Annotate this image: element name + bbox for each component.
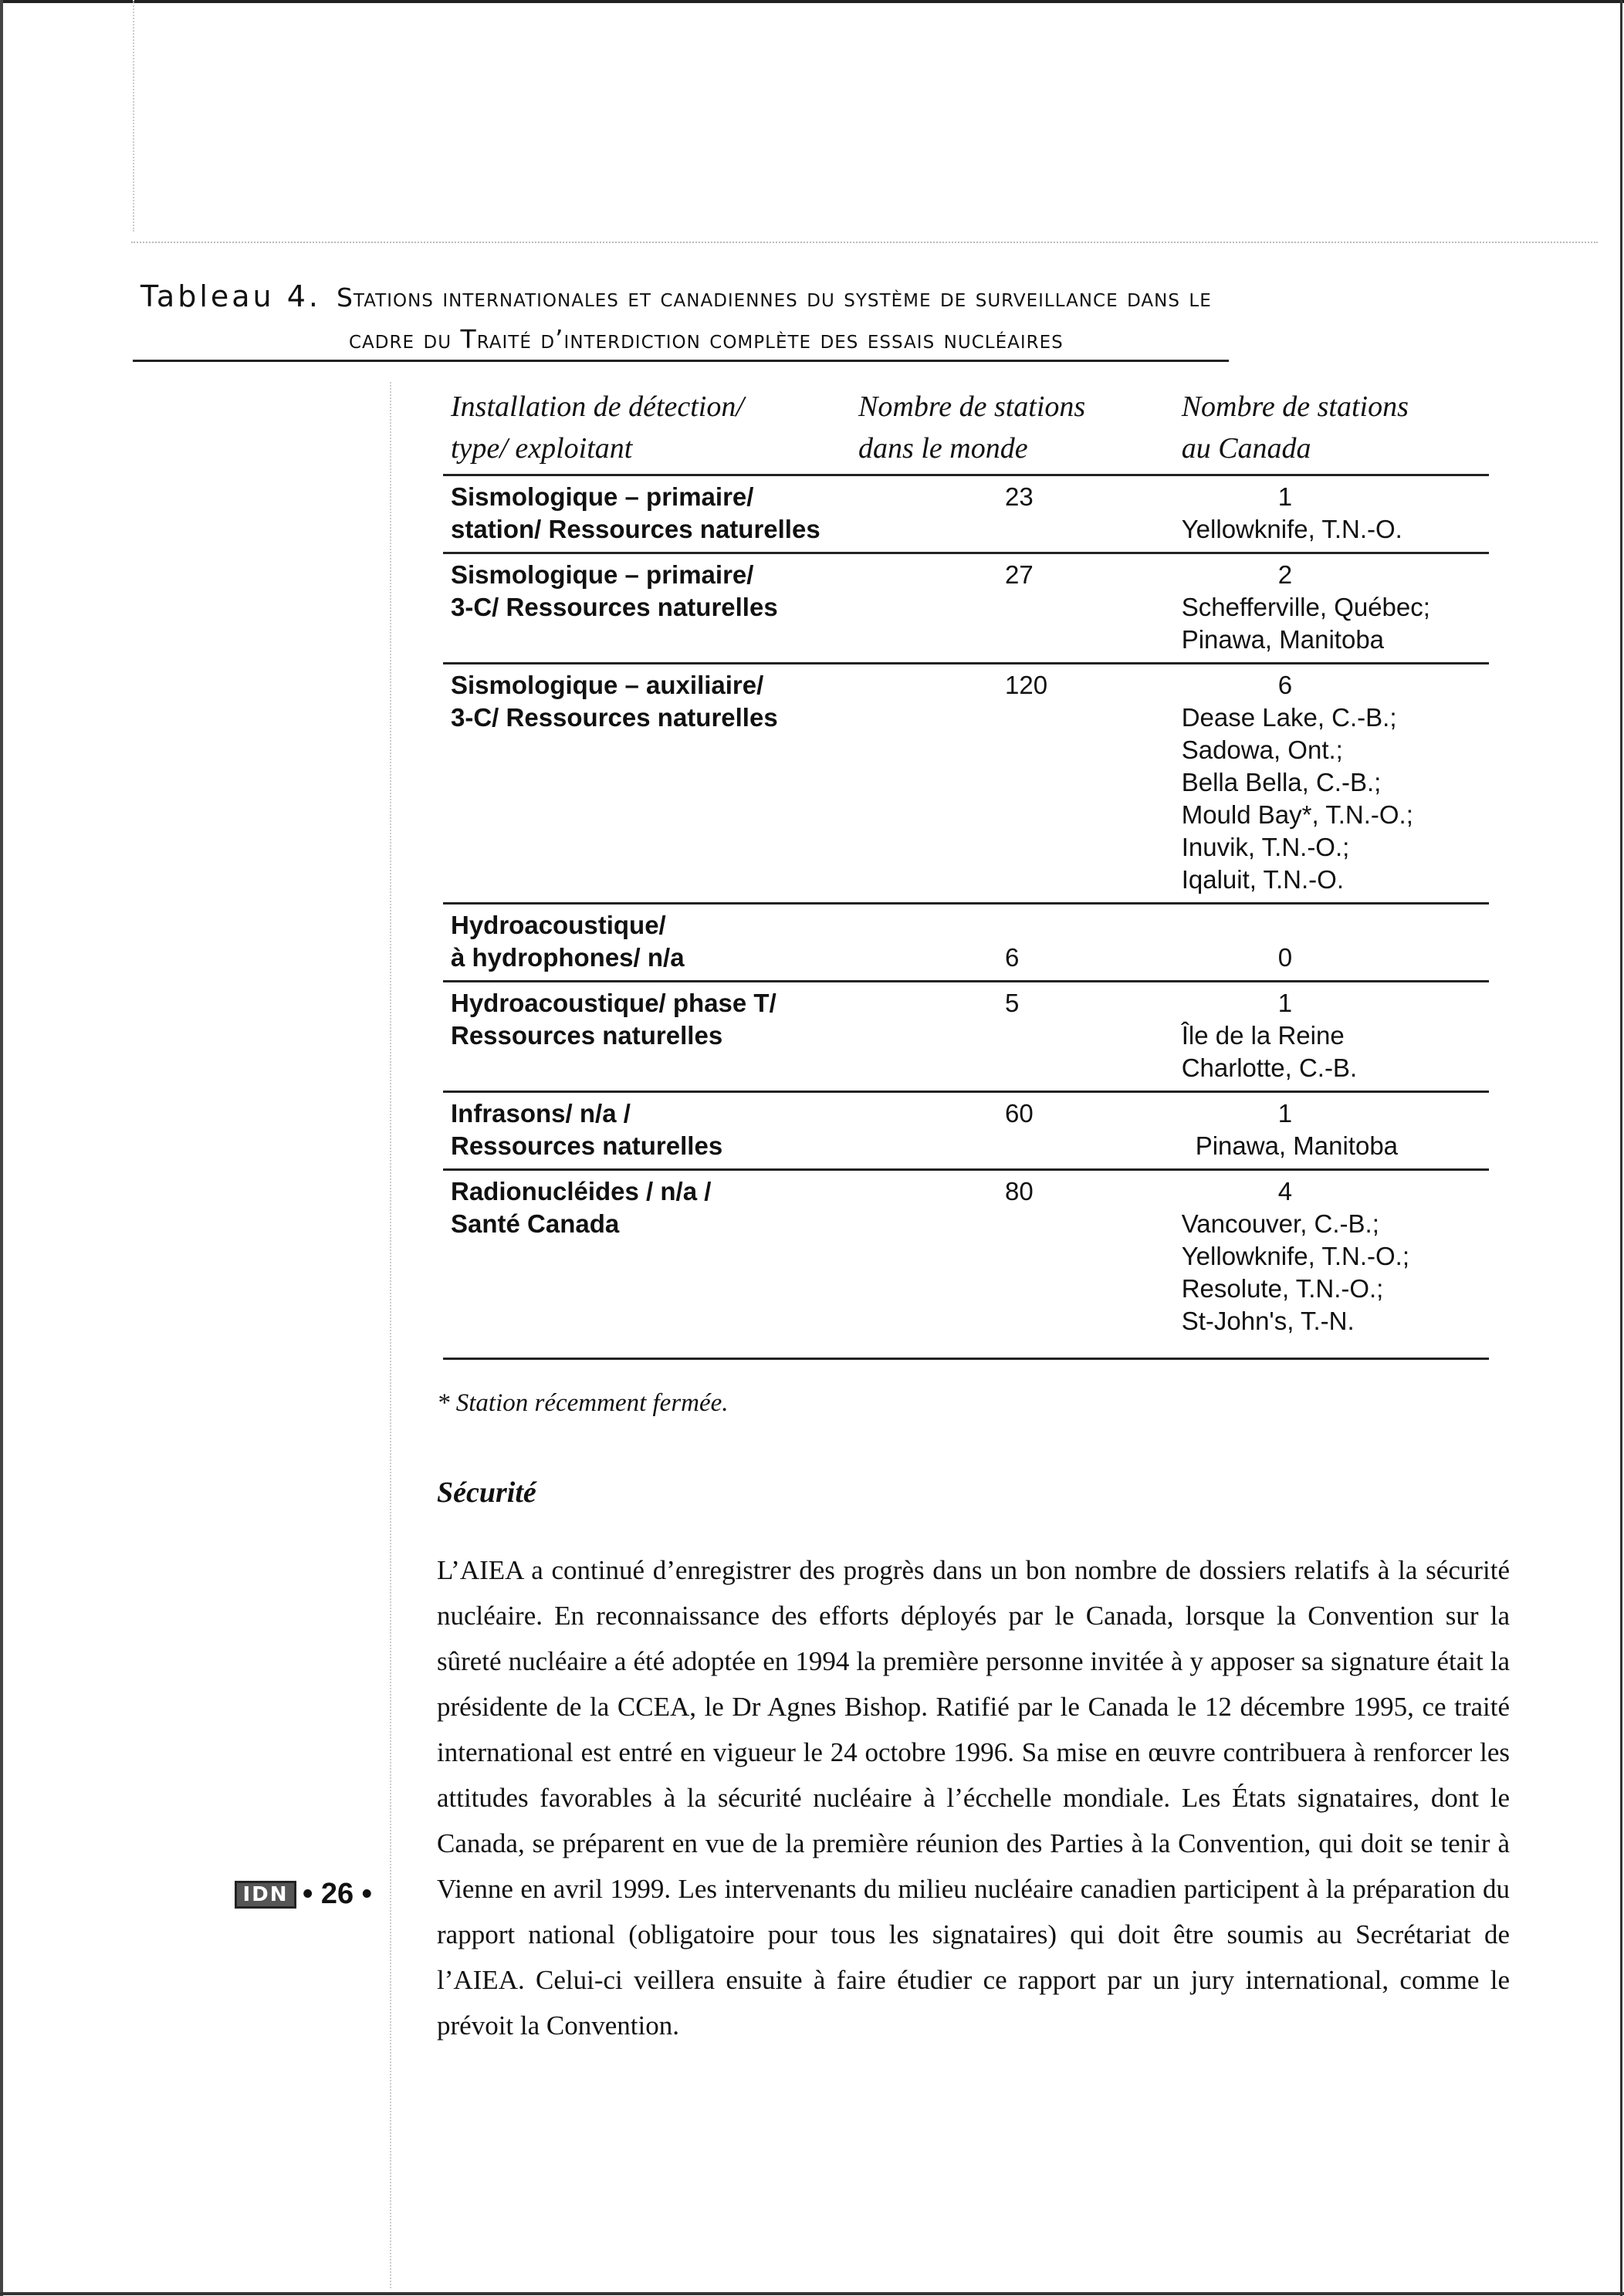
row-canada-count: 1 bbox=[1277, 1099, 1293, 1128]
stations-table bbox=[443, 386, 1489, 1360]
row-canada-count: 6 bbox=[1277, 671, 1293, 699]
row-world-count: 60 bbox=[851, 1092, 1174, 1170]
table-caption-line2: cadre du Traité d’interdiction complète des essais nucléaires bbox=[349, 324, 1064, 354]
row-canada-location: Iqaluit, T.N.-O. bbox=[1181, 865, 1344, 894]
page-border-right bbox=[1620, 0, 1622, 2296]
row-installation: Sismologique – primaire/ station/ Ressources naturelles bbox=[443, 475, 851, 553]
row-world-count: 5 bbox=[851, 982, 1174, 1092]
row-installation: Sismologique – auxiliaire/ 3-C/ Ressources naturelles bbox=[443, 664, 851, 904]
row-canada bbox=[1174, 1092, 1489, 1170]
row-canada-location: Vancouver, C.-B.; bbox=[1181, 1209, 1379, 1238]
margin-dotted-rule-top bbox=[133, 0, 134, 232]
row-world-count: 6 bbox=[851, 904, 1174, 982]
table-footnote: * Station récemment fermée. bbox=[437, 1389, 729, 1417]
row-canada-location: Inuvik, T.N.-O.; bbox=[1181, 833, 1350, 861]
table-caption-line1: Stations internationales et canadiennes du système de surveillance dans le bbox=[336, 282, 1212, 313]
table-row bbox=[443, 664, 1489, 904]
table-row bbox=[443, 475, 1489, 553]
row-canada bbox=[1174, 553, 1489, 664]
table-row bbox=[443, 904, 1489, 982]
row-canada bbox=[1174, 1170, 1489, 1359]
row-canada-location: Bella Bella, C.-B.; bbox=[1181, 768, 1382, 796]
row-world-count: 80 bbox=[851, 1170, 1174, 1359]
table-caption bbox=[140, 279, 1468, 354]
row-world-count: 27 bbox=[851, 553, 1174, 664]
row-canada-location: St-John's, T.-N. bbox=[1181, 1307, 1355, 1335]
row-installation: Sismologique – primaire/ 3-C/ Ressources naturelles bbox=[443, 553, 851, 664]
row-canada bbox=[1174, 664, 1489, 904]
row-canada bbox=[1174, 475, 1489, 553]
publication-logo: IDN bbox=[235, 1881, 296, 1909]
row-canada bbox=[1174, 904, 1489, 982]
table-row bbox=[443, 982, 1489, 1092]
body-paragraph: L’AIEA a continué d’enregistrer des progrès dans un bon nombre de dossiers relatifs à la sécurité nucléaire. En reconnaissance des efforts déployés par le Canada, lorsque la Convention sur la sûreté nucléaire a été adoptée en 1994 la première personne invitée à y apposer sa signature était la présidente de la CCEA, le Dr Agnes Bishop. Ratifié par le Canada le 12 décembre 1995, ce traité international est entré en vigueur le 24 octobre 1996. Sa mise en œuvre contribuera à renforcer les attitudes favorables à la sécurité nucléaire à l’écchelle mondiale. Les États signataires, dont le Canada, se préparent en vue de la première réunion des Parties à la Convention, qui doit se tenir à Vienne en avril 1999. Les intervenants du milieu nucléaire canadien participent à la préparation du rapport national (obligatoire pour tous les signataires) qui doit être soumis au Secrétariat de l’AIEA. Celui-ci veillera ensuite à faire étudier ce rapport par un jury international, comme le prévoit la Convention. bbox=[437, 1555, 1510, 2041]
row-canada-location: Dease Lake, C.-B.; bbox=[1181, 703, 1397, 732]
page-border-top bbox=[0, 0, 1624, 3]
row-canada-location: Yellowknife, T.N.-O. bbox=[1181, 515, 1402, 543]
row-canada-count: 1 bbox=[1277, 989, 1293, 1017]
row-installation: Radionucléides / n/a / Santé Canada bbox=[443, 1170, 851, 1359]
row-world-count: 120 bbox=[851, 664, 1174, 904]
row-canada-count: 4 bbox=[1277, 1177, 1293, 1205]
table-row bbox=[443, 1092, 1489, 1170]
row-canada-location: Charlotte, C.-B. bbox=[1181, 1053, 1358, 1082]
page-border-bottom bbox=[0, 2292, 1624, 2295]
row-canada-location: Île de la Reine bbox=[1181, 1021, 1345, 1050]
row-installation: Hydroacoustique/ à hydrophones/ n/a bbox=[443, 904, 851, 982]
row-canada-location: Schefferville, Québec; bbox=[1181, 593, 1430, 621]
row-canada bbox=[1174, 982, 1489, 1092]
row-canada-count: 2 bbox=[1277, 560, 1293, 589]
row-canada-location: Mould Bay*, T.N.-O.; bbox=[1181, 800, 1413, 829]
row-world-count: 23 bbox=[851, 475, 1174, 553]
table-header-row bbox=[443, 386, 1489, 475]
header-world: Nombre de stations dans le monde bbox=[851, 386, 1174, 475]
row-canada-count: 1 bbox=[1277, 482, 1293, 511]
row-installation: Hydroacoustique/ phase T/ Ressources naturelles bbox=[443, 982, 851, 1092]
row-canada-count: 0 bbox=[1277, 943, 1293, 972]
table-caption-label: Tableau 4. bbox=[140, 279, 321, 313]
section-title: Sécurité bbox=[437, 1476, 536, 1509]
table-row bbox=[443, 553, 1489, 664]
row-canada-location: Pinawa, Manitoba bbox=[1195, 1131, 1399, 1160]
row-installation: Infrasons/ n/a / Ressources naturelles bbox=[443, 1092, 851, 1170]
row-canada-location: Yellowknife, T.N.-O.; bbox=[1181, 1242, 1409, 1270]
margin-dotted-rule bbox=[390, 382, 391, 2288]
page-number: • 26 • bbox=[303, 1878, 372, 1910]
table-row bbox=[443, 1170, 1489, 1359]
top-dotted-rule bbox=[131, 242, 1598, 243]
header-canada: Nombre de stations au Canada bbox=[1174, 386, 1489, 475]
caption-rule bbox=[133, 360, 1229, 362]
row-canada-location: Pinawa, Manitoba bbox=[1181, 625, 1385, 654]
row-canada-location: Sadowa, Ont.; bbox=[1181, 735, 1343, 764]
header-installation: Installation de détection/ type/ exploitant bbox=[443, 386, 851, 475]
page-border-left bbox=[0, 0, 3, 2296]
row-canada-location: Resolute, T.N.-O.; bbox=[1181, 1274, 1384, 1303]
